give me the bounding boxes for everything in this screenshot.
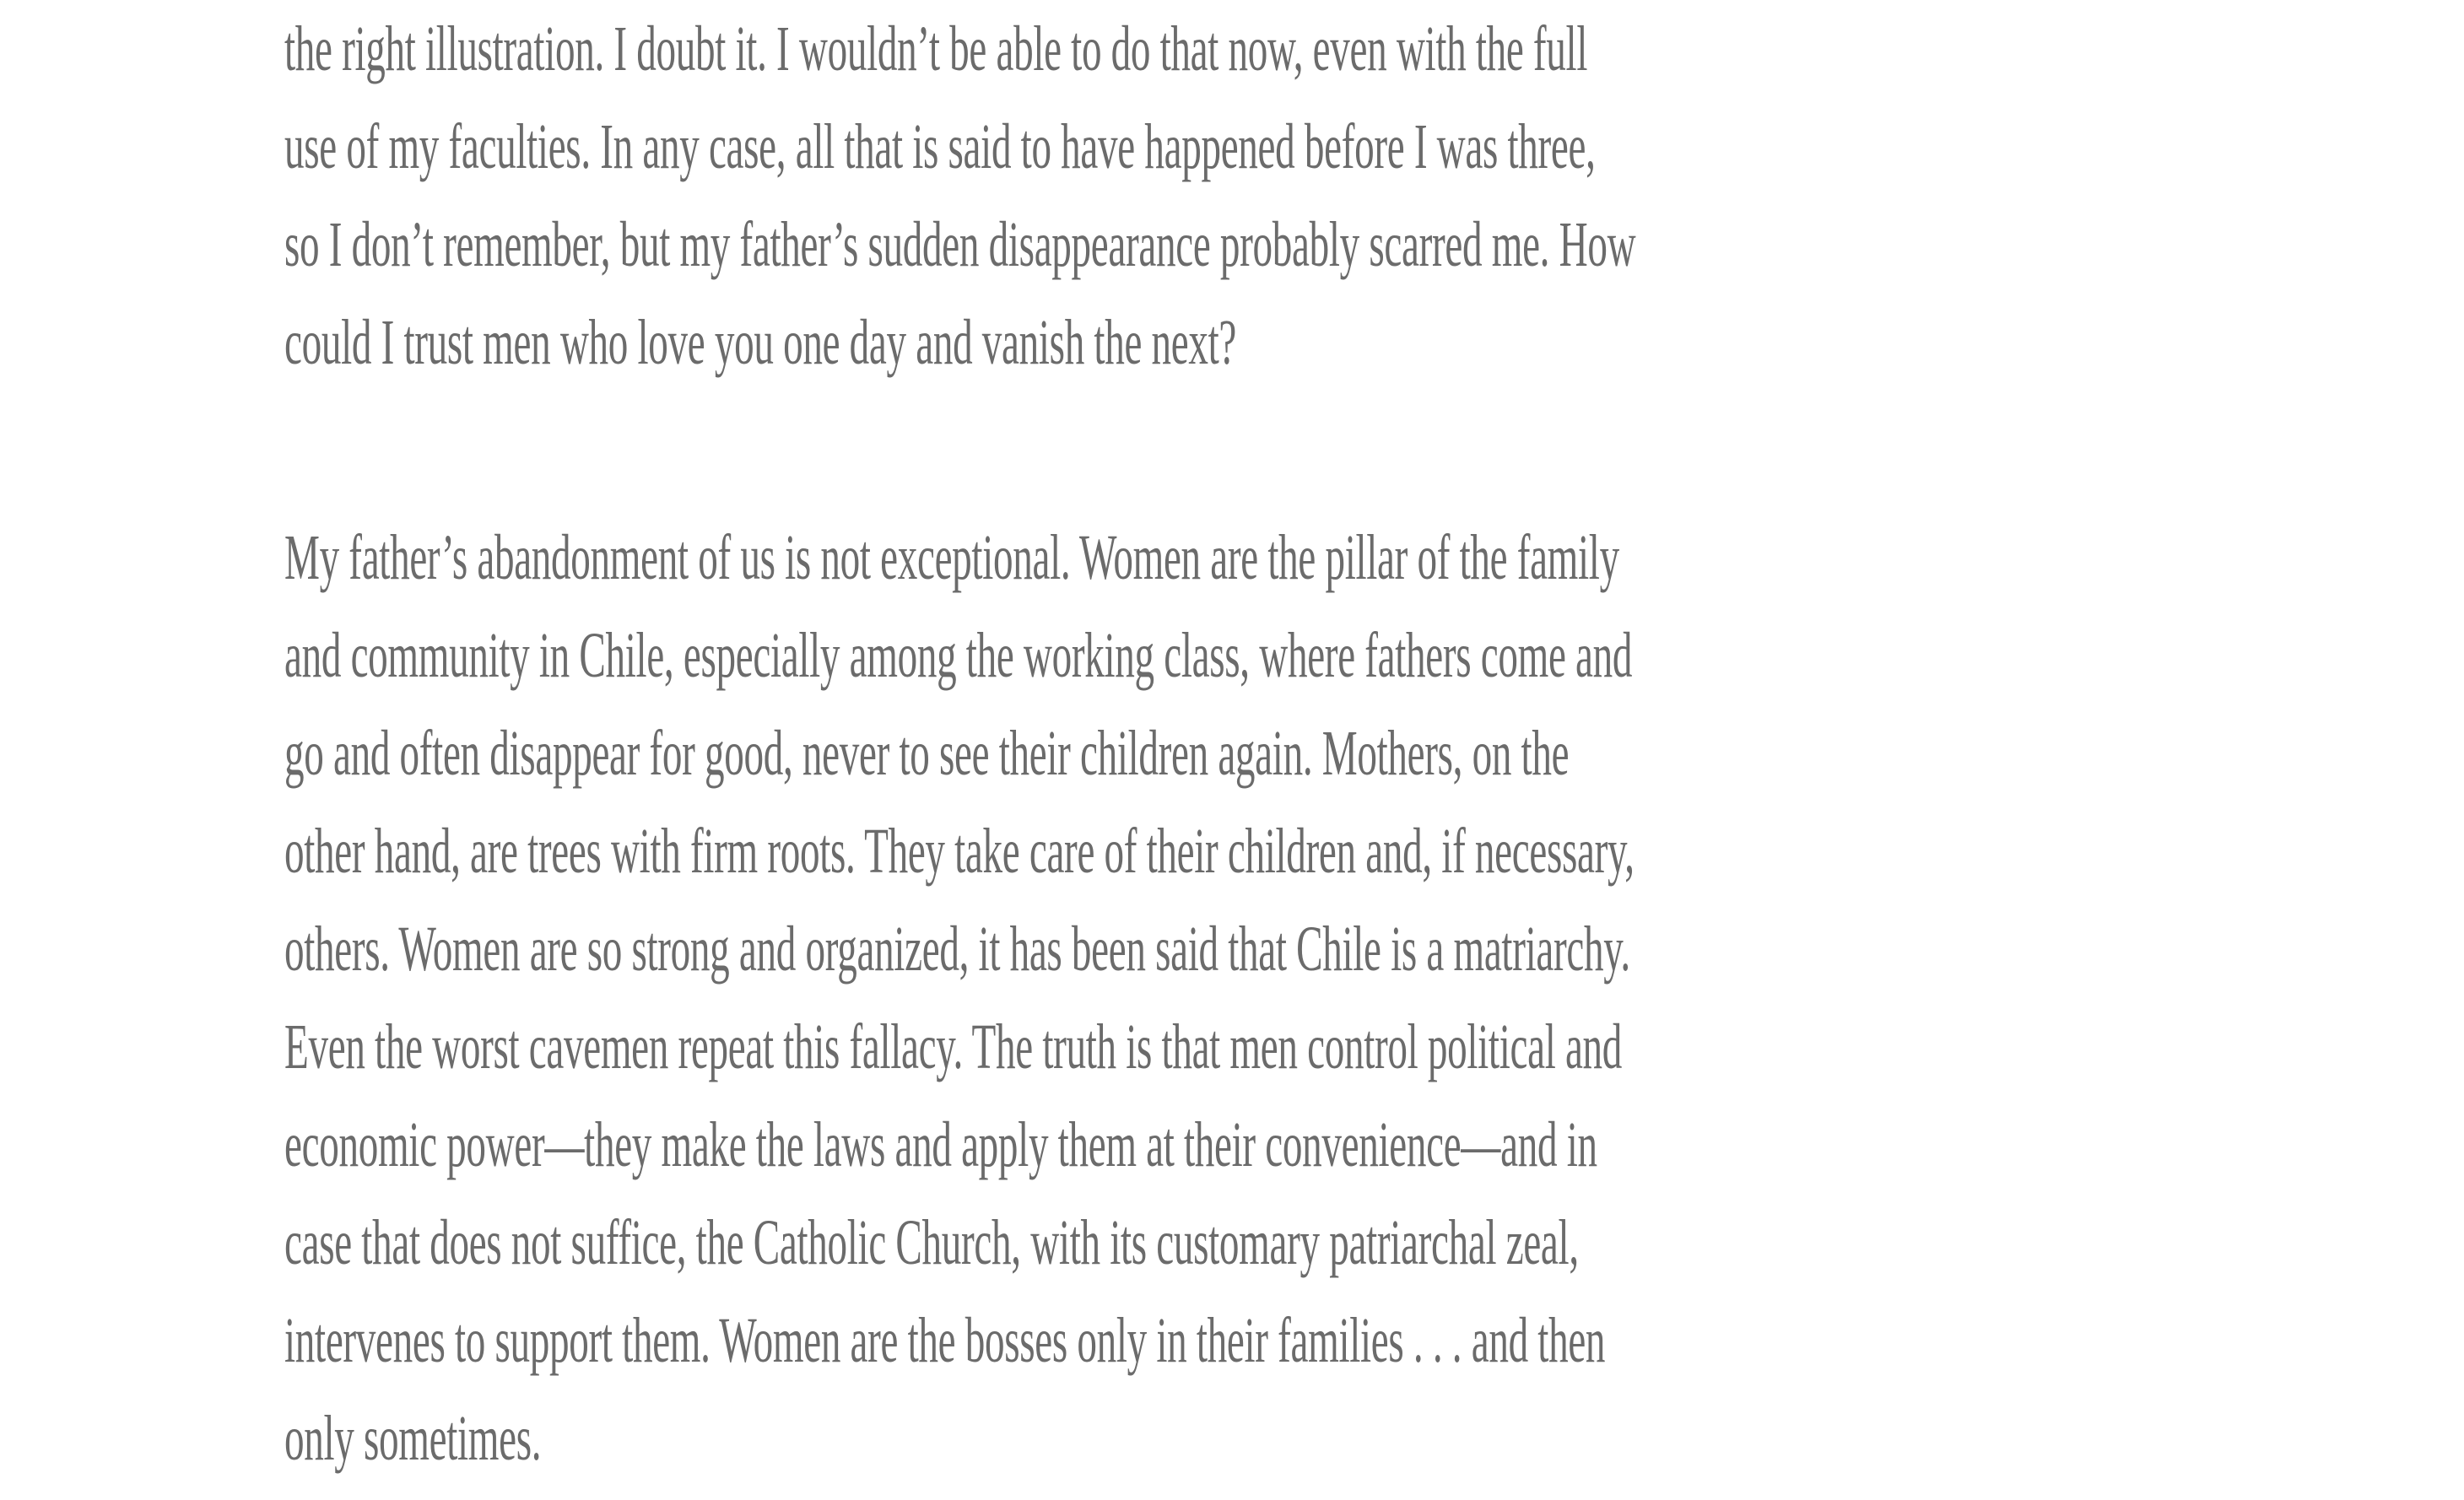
paragraph-2 [284, 509, 2461, 1487]
paragraph-line: so I don’t remember, but my father’s sudden disappearance probably scarred me. How [284, 209, 1636, 280]
paragraph-1 [284, 0, 2464, 391]
paragraph-line: only sometimes. [284, 1403, 542, 1474]
paragraph-line: Even the worst cavemen repeat this fallacy. The truth is that men control political and [284, 1012, 1623, 1082]
paragraph-line: and community in Chile, especially among the working class, where fathers come and [284, 620, 1633, 691]
paragraph-line: others. Women are so strong and organized, it has been said that Chile is a matriarchy. [284, 914, 1630, 985]
paragraph-line: could I trust men who love you one day and vanish the next? [284, 307, 1237, 378]
paragraph-line: intervenes to support them. Women are the bosses only in their families . . . and then [284, 1305, 1606, 1376]
paragraph-line: economic power—they make the laws and apply them at their convenience—and in [284, 1109, 1597, 1180]
paragraph-line: go and often disappear for good, never to see their children again. Mothers, on the [284, 718, 1570, 789]
paragraph-line: the right illustration. I doubt it. I wouldn’t be able to do that now, even with the full [284, 13, 1588, 84]
paragraph-line: use of my faculties. In any case, all that is said to have happened before I was three, [284, 111, 1596, 182]
document-page [284, 0, 1636, 1500]
paragraph-line: other hand, are trees with firm roots. They take care of their children and, if necessary, [284, 816, 1635, 887]
paragraph-line: case that does not suffice, the Catholic Church, with its customary patriarchal zeal, [284, 1207, 1579, 1278]
paragraph-line: My father’s abandonment of us is not exceptional. Women are the pillar of the family [284, 522, 1619, 593]
